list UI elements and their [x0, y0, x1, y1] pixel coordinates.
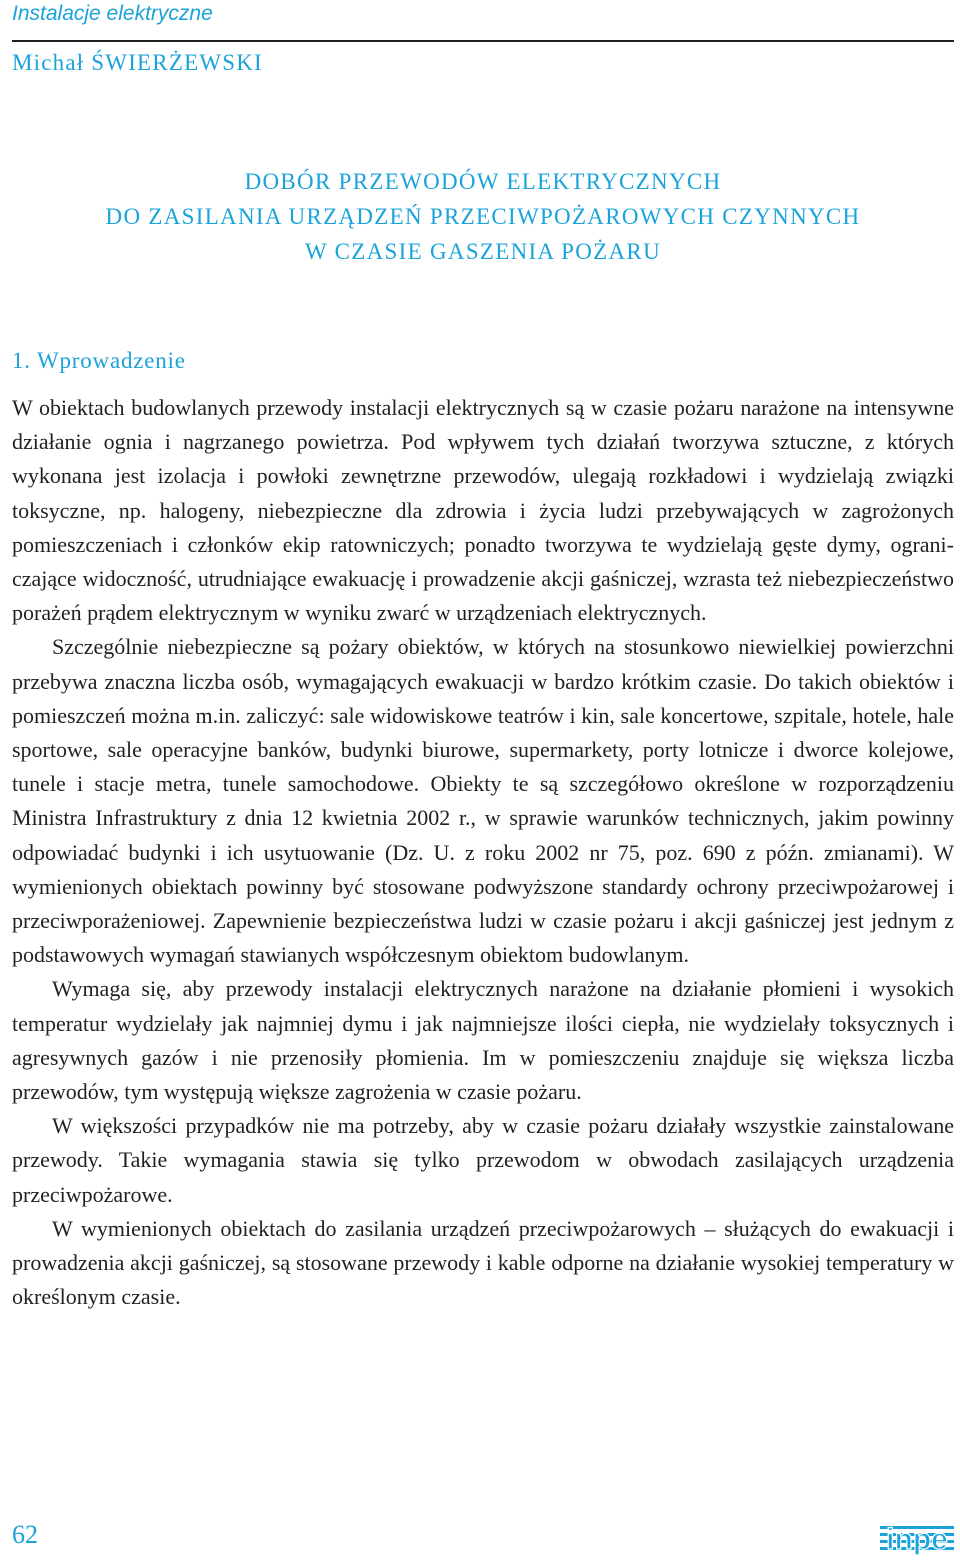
title-line-1: DOBÓR PRZEWODÓW ELEKTRYCZNYCH [244, 169, 722, 194]
inpe-logo-icon [880, 1520, 954, 1558]
paragraph-5: W wymienionych obiektach do zasilania urządzeń przeciwpożarowych – służących do ewakuacji i prowadzenia akcji gaśniczej, są stosowane przewody i kable odporne na działanie wysokiej temperatury w określonym czasie. [12, 1215, 954, 1310]
header-rule [12, 40, 954, 42]
logo-text: inpe [886, 1523, 948, 1556]
paragraph-1: W obiektach budowlanych przewody instalacji elektrycznych są w czasie pożaru narażone na intensywne działanie ognia i nagrzanego powietrza. Pod wpływem tych działań tworzywa sztuczne, z których wykonana jest izolacja i powłoki zewnętrzne przewodów, ulegają rozkładowi i wydzielają związki toksyczne, np. halogeny, niebezpieczne dla zdrowia i życia ludzi przebywających w zagrożonych pomieszczeniach i członków ekip ratowniczych; ponadto tworzywa te wydzielają gęste dymy, ograniczające widoczność, utrudniające ewakuację i prowadzenie akcji gaśniczej, wzrasta też niebezpieczeństwo porażeń prądem elektrycznym w wyniku zwarć w urządzeniach elektrycznych. [12, 395, 954, 626]
section-label: Instalacje elektryczne [12, 2, 213, 25]
article-title [12, 164, 954, 269]
paragraph-3: Wymaga się, aby przewody instalacji elektrycznych narażone na działanie płomieni i wysokich temperatur wydzielały jak najmniej dymu i jak najmniejsze ilości ciepła, nie wydzielały toksycznych i agresywnych gazów i nie przenosiły płomienia. Im w pomieszczeniu znajduje się większa liczba przewodów, tym występują większe zagrożenia w czasie pożaru. [12, 976, 954, 1105]
paragraph-4: W większości przypadków nie ma potrzeby, aby w czasie pożaru działały wszystkie zainstalowane przewody. Takie wymagania stawia się tylko przewodom w obwodach zasilających urządzenia przeciwpożarowe. [12, 1113, 954, 1207]
section-heading: 1. Wprowadzenie [12, 348, 186, 373]
page-number: 62 [12, 1520, 38, 1549]
title-line-3: W CZASIE GASZENIA POŻARU [305, 239, 661, 264]
article-body [12, 391, 954, 1314]
title-line-2: DO ZASILANIA URZĄDZEŃ PRZECIWPOŻAROWYCH CZYNNYCH [105, 204, 861, 229]
paragraph-2: Szczególnie niebezpieczne są pożary obiektów, w których na stosunkowo niewielkiej powierzchni przebywa znaczna liczba osób, wymagających ewakuacji w bardzo krótkim czasie. Do takich obiektów i pomieszczeń można m.in. zaliczyć: sale widowiskowe teatrów i kin, sale koncertowe, szpitale, hotele, hale sportowe, sale operacyjne banków, budynki biurowe, supermarkety, porty lotnicze i dworce kolejowe, tunele i stacje metra, tunele samochodowe. Obiekty te są szczegółowo określone w rozporządzeniu Ministra Infrastruktury z dnia 12 kwietnia 2002 r., w sprawie warunków technicznych, jakim powinny odpowiadać budynki i ich usytuowanie (Dz. U. z roku 2002 nr 75, poz. 690 z późn. zmianami). W wymienionych obiektach powinny być stosowane podwyższone standardy ochrony przeciwpożarowej i przeciwporażeniowej. Zapewnienie bezpieczeństwa ludzi w czasie pożaru i akcji gaśniczej jest jednym z podstawowych wymagań stawianych współczesnym obiektom budowlanym. [12, 634, 954, 968]
author-name: Michał ŚWIERŻEWSKI [12, 50, 263, 75]
